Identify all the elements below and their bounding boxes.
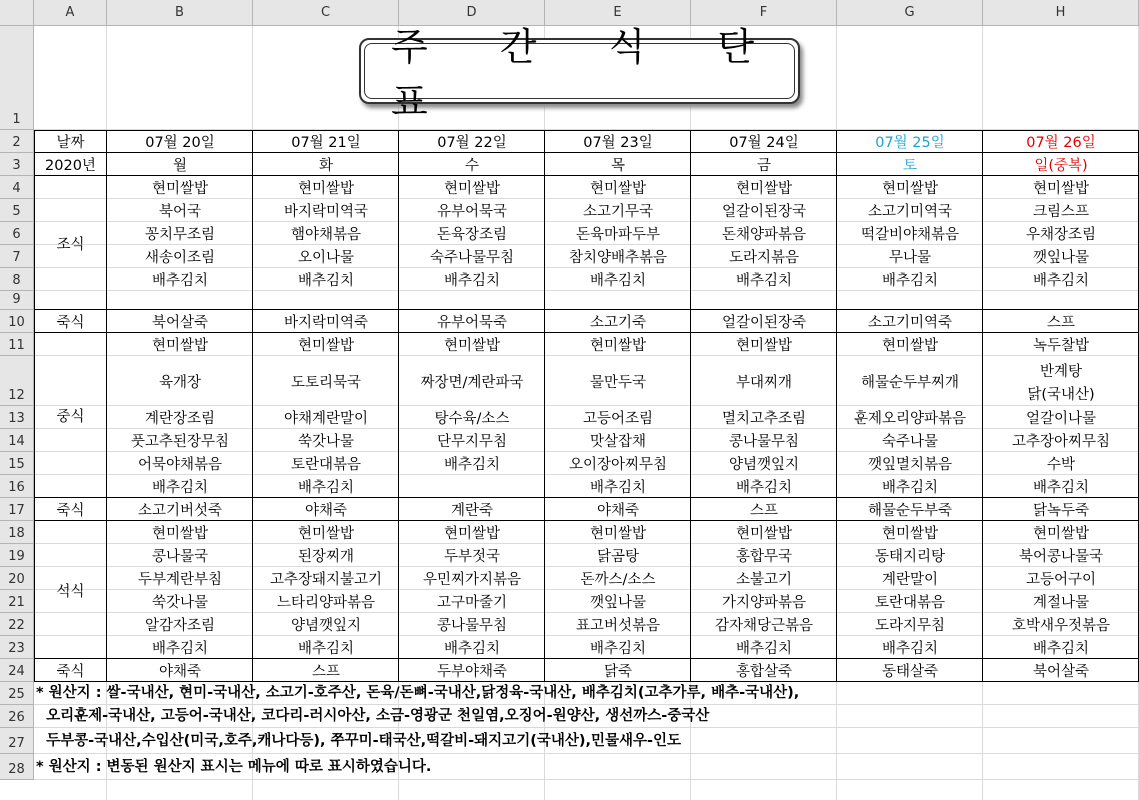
row-header-3[interactable]: 3: [0, 153, 34, 176]
cell-lunch-item[interactable]: 오이장아찌무침: [568, 457, 668, 473]
cell-porridge-label[interactable]: 죽식: [56, 503, 85, 519]
cell-porridge-item[interactable]: 북어살죽: [151, 315, 209, 331]
cell-porridge-item[interactable]: 동태살죽: [881, 664, 939, 680]
cell-porridge-item[interactable]: 스프: [1046, 315, 1075, 331]
row-header-28[interactable]: 28: [0, 754, 34, 780]
column-header-a[interactable]: A: [34, 0, 107, 26]
row-header-19[interactable]: 19: [0, 544, 34, 567]
cell-weekday[interactable]: 월: [172, 158, 187, 174]
cell-lunch-item[interactable]: 현미쌀밥: [589, 338, 647, 354]
cell-dinner-item[interactable]: 호박새우젓볶음: [1011, 618, 1111, 634]
cell-porridge-item[interactable]: 북어살죽: [1032, 664, 1090, 680]
cell-lunch-item[interactable]: 현미쌀밥: [297, 338, 355, 354]
cell-porridge-label[interactable]: 죽식: [56, 315, 85, 331]
cell-dinner-item[interactable]: 우민찌가지볶음: [422, 572, 522, 588]
cell-porridge-item[interactable]: 스프: [749, 503, 778, 519]
cell-dinner-item[interactable]: 배추김치: [151, 641, 209, 657]
cell-lunch-item[interactable]: 배추김치: [1032, 480, 1090, 496]
cell-porridge-item[interactable]: 소고기버섯죽: [137, 503, 223, 519]
cell-breakfast-item[interactable]: 북어국: [158, 204, 202, 220]
cell-breakfast-item[interactable]: 오이나물: [297, 250, 355, 266]
cell-breakfast-item[interactable]: 현미쌀밥: [735, 181, 793, 197]
cell-date[interactable]: 07월 24일: [729, 135, 799, 151]
cell-breakfast-item[interactable]: 우채장조림: [1025, 227, 1097, 243]
cell-lunch-item[interactable]: 야채계란말이: [283, 411, 369, 427]
cell-breakfast-item[interactable]: 떡갈비야채볶음: [860, 227, 960, 243]
cell-lunch-item[interactable]: 쑥갓나물: [297, 434, 355, 450]
cell-breakfast-item[interactable]: 돈채양파볶음: [721, 227, 807, 243]
cell-year-label[interactable]: 2020년: [45, 158, 96, 174]
cell-breakfast-item[interactable]: 얼갈이된장국: [721, 204, 807, 220]
cell-dinner-item[interactable]: 두부젓국: [443, 549, 501, 565]
cell-weekday[interactable]: 일(중복): [1034, 158, 1088, 174]
cell-dinner-item[interactable]: 배추김치: [735, 641, 793, 657]
column-header-d[interactable]: D: [399, 0, 545, 26]
cell-breakfast-item[interactable]: 숙주나물무침: [429, 250, 515, 266]
cell-lunch-item[interactable]: 고등어조림: [582, 411, 654, 427]
row-header-23[interactable]: 23: [0, 636, 34, 659]
cell-breakfast-item[interactable]: 현미쌀밥: [151, 181, 209, 197]
row-header-10[interactable]: 10: [0, 310, 34, 333]
cell-dinner-item[interactable]: 소불고기: [735, 572, 793, 588]
cell-breakfast-item[interactable]: 참치양배추볶음: [568, 250, 668, 266]
cell-lunch-item[interactable]: 육개장: [158, 374, 202, 391]
cell-lunch-item[interactable]: 배추김치: [151, 480, 209, 496]
cell-porridge-item[interactable]: 닭녹두죽: [1032, 503, 1090, 519]
cell-breakfast-item[interactable]: 새송이조림: [144, 250, 216, 266]
row-header-6[interactable]: 6: [0, 222, 34, 245]
cell-breakfast-item[interactable]: 돈육마파두부: [575, 227, 661, 243]
cell-lunch-item[interactable]: 숙주나물: [881, 434, 939, 450]
cell-dinner-item[interactable]: 토란대볶음: [874, 595, 946, 611]
cell-porridge-item[interactable]: 소고기미역죽: [867, 315, 953, 331]
cell-lunch-item[interactable]: 부대찌개: [735, 374, 793, 391]
cell-breakfast-item[interactable]: 현미쌀밥: [881, 181, 939, 197]
row-header-20[interactable]: 20: [0, 567, 34, 590]
cell-lunch-item[interactable]: 멸치고추조림: [721, 411, 807, 427]
cell-lunch-item[interactable]: 양념깻잎지: [728, 457, 800, 473]
cell-porridge-item[interactable]: 해물순두부죽: [867, 503, 953, 519]
cell-dinner-item[interactable]: 현미쌀밥: [881, 526, 939, 542]
cell-lunch-item[interactable]: 콩나물무침: [728, 434, 800, 450]
column-header-g[interactable]: G: [837, 0, 983, 26]
cell-lunch-item[interactable]: 물만두국: [589, 374, 647, 391]
cell-dinner-item[interactable]: 닭곰탕: [596, 549, 640, 565]
row-header-17[interactable]: 17: [0, 498, 34, 521]
cell-weekday[interactable]: 수: [464, 158, 479, 174]
cell-lunch-item[interactable]: 계란장조림: [144, 411, 216, 427]
cell-lunch-item[interactable]: 풋고추된장무침: [130, 434, 230, 450]
cell-porridge-item[interactable]: 유부어묵죽: [436, 315, 508, 331]
cell-dinner-item[interactable]: 느타리양파볶음: [276, 595, 376, 611]
cell-breakfast-item[interactable]: 현미쌀밥: [443, 181, 501, 197]
cell-dinner-item[interactable]: 홍합무국: [735, 549, 793, 565]
cell-breakfast-item[interactable]: 꽁치무조림: [144, 227, 216, 243]
cell-lunch-item[interactable]: 깻잎멸치볶음: [867, 457, 953, 473]
cell-date[interactable]: 07월 22일: [437, 135, 507, 151]
row-header-7[interactable]: 7: [0, 245, 34, 268]
cell-porridge-item[interactable]: 야채죽: [304, 503, 348, 519]
cell-dinner-item[interactable]: 계절나물: [1032, 595, 1090, 611]
row-header-4[interactable]: 4: [0, 176, 34, 199]
cell-date[interactable]: 07월 20일: [145, 135, 215, 151]
cell-date[interactable]: 07월 21일: [291, 135, 361, 151]
cell-dinner-item[interactable]: 표고버섯볶음: [575, 618, 661, 634]
cell-porridge-item[interactable]: 닭죽: [603, 664, 632, 680]
cell-lunch-item[interactable]: 배추김치: [589, 480, 647, 496]
cell-porridge-item[interactable]: 얼갈이된장죽: [721, 315, 807, 331]
cell-weekday[interactable]: 화: [318, 158, 333, 174]
cell-dinner-item[interactable]: 동태지리탕: [874, 549, 946, 565]
cell-date[interactable]: 07월 26일: [1026, 135, 1096, 151]
cell-dinner-item[interactable]: 계란말이: [881, 572, 939, 588]
cell-dinner-item[interactable]: 배추김치: [297, 641, 355, 657]
cell-breakfast-item[interactable]: 배추김치: [1032, 273, 1090, 289]
cell-breakfast-item[interactable]: [545, 291, 691, 310]
cell-lunch-item[interactable]: 탕수육/소스: [434, 411, 510, 427]
cell-dinner-item[interactable]: 현미쌀밥: [589, 526, 647, 542]
cell-dinner-item[interactable]: 고추장돼지불고기: [269, 572, 383, 588]
cell-breakfast-item[interactable]: 햄야채볶음: [290, 227, 362, 243]
cell-dinner-item[interactable]: 가지양파볶음: [721, 595, 807, 611]
cell-lunch-item[interactable]: 배추김치: [881, 480, 939, 496]
cell-breakfast-item[interactable]: 현미쌀밥: [589, 181, 647, 197]
cell-breakfast-item[interactable]: 돈육장조림: [436, 227, 508, 243]
cell-date-label[interactable]: 날짜: [56, 135, 85, 151]
cell-porridge-item[interactable]: 소고기죽: [589, 315, 647, 331]
row-header-16[interactable]: 16: [0, 475, 34, 498]
cell-lunch-item[interactable]: 현미쌀밥: [735, 338, 793, 354]
cell-lunch-item[interactable]: 얼갈이나물: [1025, 411, 1097, 427]
cell-lunch-item[interactable]: 짜장면/계란파국: [420, 374, 524, 391]
cell-breakfast-item[interactable]: 배추김치: [589, 273, 647, 289]
cell-lunch-item[interactable]: 반계탕: [1039, 364, 1083, 380]
row-header-5[interactable]: 5: [0, 199, 34, 222]
cell-dinner-item[interactable]: 도라지무침: [874, 618, 946, 634]
cell-dinner-item[interactable]: 현미쌀밥: [151, 526, 209, 542]
origin-note-2: 오리훈제-국내산, 고등어-국내산, 코다리-러시아산, 소금-영광군 천일염,오징어-원양산, 생선까스-중국산: [36, 708, 710, 724]
origin-note-4: * 원산지 : 변동된 원산지 표시는 메뉴에 따로 표시하였습니다.: [36, 759, 432, 775]
cell-breakfast-item[interactable]: 배추김치: [443, 273, 501, 289]
cell-breakfast-item[interactable]: 배추김치: [151, 273, 209, 289]
select-all-corner[interactable]: [0, 0, 34, 26]
cell-breakfast-item[interactable]: 배추김치: [297, 273, 355, 289]
cell-lunch-item[interactable]: 배추김치: [735, 480, 793, 496]
cell-breakfast-item[interactable]: [983, 291, 1139, 310]
column-header-h[interactable]: H: [983, 0, 1139, 26]
cell-dinner-item[interactable]: 배추김치: [589, 641, 647, 657]
cell-breakfast-item[interactable]: 크림스프: [1032, 204, 1090, 220]
column-header-c[interactable]: C: [253, 0, 399, 26]
cell-porridge-item[interactable]: 계란죽: [450, 503, 494, 519]
column-header-f[interactable]: F: [691, 0, 837, 26]
cell-lunch-item[interactable]: 해물순두부찌개: [860, 374, 960, 391]
page-title: 주 간 식 단 표: [391, 25, 785, 124]
title-box[interactable]: [359, 25, 800, 124]
cell-breakfast-item[interactable]: [691, 291, 837, 310]
cell-dinner-item[interactable]: 현미쌀밥: [297, 526, 355, 542]
cell-dinner-item[interactable]: 쑥갓나물: [151, 595, 209, 611]
cell-lunch-item[interactable]: 단무지무침: [436, 434, 508, 450]
cell-dinner-item[interactable]: 현미쌀밥: [1032, 526, 1090, 542]
row-header-24[interactable]: 24: [0, 659, 34, 682]
cell-dinner-item[interactable]: 배추김치: [881, 641, 939, 657]
cell-dinner-item[interactable]: 현미쌀밥: [443, 526, 501, 542]
cell-breakfast-label[interactable]: 조식: [56, 236, 85, 253]
cell-lunch-item[interactable]: [399, 475, 545, 498]
cell-porridge-label[interactable]: 죽식: [56, 664, 85, 680]
cell-dinner-item[interactable]: 돈까스/소스: [580, 572, 656, 588]
cell-lunch-item-extra: 닭(국내산): [1027, 387, 1095, 403]
cell-breakfast-item[interactable]: [399, 291, 545, 310]
row-header-21[interactable]: 21: [0, 590, 34, 613]
cell-lunch-item[interactable]: 어묵야채볶음: [137, 457, 223, 473]
cell-dinner-label[interactable]: 석식: [56, 583, 85, 600]
cell-breakfast-item[interactable]: 현미쌀밥: [1032, 181, 1090, 197]
cell-lunch-item[interactable]: 훈제오리양파볶음: [853, 411, 967, 427]
cell-weekday[interactable]: 토: [902, 158, 917, 174]
cell-porridge-item[interactable]: 야채죽: [596, 503, 640, 519]
origin-note-3: 두부콩-국내산,수입산(미국,호주,캐나다등), 쭈꾸미-태국산,떡갈비-돼지고기(국내산),민물새우-인도: [36, 733, 682, 749]
cell-lunch-item[interactable]: 현미쌀밥: [151, 338, 209, 354]
cell-lunch-item[interactable]: 고추장아찌무침: [1011, 434, 1111, 450]
cell-breakfast-item[interactable]: 배추김치: [735, 273, 793, 289]
row-header-25[interactable]: 25: [0, 682, 34, 705]
cell-weekday[interactable]: 목: [610, 158, 625, 174]
cell-lunch-item[interactable]: 녹두찰밥: [1032, 338, 1090, 354]
cell-lunch-item[interactable]: 수박: [1046, 457, 1075, 473]
cell-dinner-item[interactable]: 배추김치: [1032, 641, 1090, 657]
cell-dinner-item[interactable]: 고구마줄기: [436, 595, 508, 611]
cell-dinner-item[interactable]: 북어콩나물국: [1018, 549, 1104, 565]
cell-breakfast-item[interactable]: [837, 291, 983, 310]
cell-lunch-label[interactable]: 중식: [56, 409, 85, 425]
cell-porridge-item[interactable]: 야채죽: [158, 664, 202, 680]
row-header-27[interactable]: 27: [0, 728, 34, 754]
row-header-2[interactable]: 2: [0, 130, 34, 153]
row-header-12[interactable]: 12: [0, 356, 34, 406]
cell-lunch-item[interactable]: 현미쌀밥: [443, 338, 501, 354]
cell-dinner-item[interactable]: 콩나물무침: [436, 618, 508, 634]
cell-dinner-item[interactable]: 깻잎나물: [589, 595, 647, 611]
cell-dinner-item[interactable]: 알감자조림: [144, 618, 216, 634]
row-header-14[interactable]: 14: [0, 429, 34, 452]
cell-dinner-item[interactable]: 고등어구이: [1025, 572, 1097, 588]
cell-porridge-item[interactable]: 두부야채죽: [436, 664, 508, 680]
cell-weekday[interactable]: 금: [756, 158, 771, 174]
cell-porridge-item[interactable]: 스프: [311, 664, 340, 680]
cell-date[interactable]: 07월 25일: [875, 135, 945, 151]
cell-dinner-item[interactable]: 된장찌개: [297, 549, 355, 565]
cell-breakfast-item[interactable]: 도라지볶음: [728, 250, 800, 266]
origin-note-1: * 원산지 : 쌀-국내산, 현미-국내산, 소고기-호주산, 돈육/돈뼈-국내산,닭정육-국내산, 배추김치(고추가루, 배추-국내산),: [36, 685, 800, 701]
cell-lunch-item[interactable]: 맛살잡채: [589, 434, 647, 450]
cell-breakfast-item[interactable]: 깻잎나물: [1032, 250, 1090, 266]
cell-breakfast-item[interactable]: 바지락미역국: [283, 204, 369, 220]
row-header-22[interactable]: 22: [0, 613, 34, 636]
row-header-15[interactable]: 15: [0, 452, 34, 475]
row-header-1[interactable]: 1: [0, 26, 34, 130]
row-header-11[interactable]: 11: [0, 333, 34, 356]
cell-breakfast-item[interactable]: 현미쌀밥: [297, 181, 355, 197]
row-header-18[interactable]: 18: [0, 521, 34, 544]
cell-date[interactable]: 07월 23일: [583, 135, 653, 151]
cell-dinner-item[interactable]: 현미쌀밥: [735, 526, 793, 542]
cell-lunch-item[interactable]: 현미쌀밥: [881, 338, 939, 354]
cell-lunch-item[interactable]: 배추김치: [443, 457, 501, 473]
cell-breakfast-item[interactable]: 유부어묵국: [436, 204, 508, 220]
row-header-8[interactable]: 8: [0, 268, 34, 291]
cell-breakfast-item[interactable]: 배추김치: [881, 273, 939, 289]
cell-porridge-item[interactable]: 홍합살죽: [735, 664, 793, 680]
cell-breakfast-item[interactable]: 무나물: [888, 250, 932, 266]
cell-dinner-item[interactable]: 양념깻잎지: [290, 618, 362, 634]
cell-dinner-item[interactable]: 감자채당근볶음: [714, 618, 814, 634]
cell-breakfast-item[interactable]: [107, 291, 253, 310]
cell-dinner-item[interactable]: 두부계란부침: [137, 572, 223, 588]
cell-lunch-item[interactable]: 토란대볶음: [290, 457, 362, 473]
row-header-26[interactable]: 26: [0, 705, 34, 728]
column-header-e[interactable]: E: [545, 0, 691, 26]
column-header-b[interactable]: B: [107, 0, 253, 26]
cell-dinner-item[interactable]: 배추김치: [443, 641, 501, 657]
cell-breakfast-item[interactable]: 소고기미역국: [867, 204, 953, 220]
cell-lunch-item[interactable]: 도토리묵국: [290, 374, 362, 391]
row-header-13[interactable]: 13: [0, 406, 34, 429]
cell-breakfast-item[interactable]: [253, 291, 399, 310]
cell-porridge-item[interactable]: 바지락미역죽: [283, 315, 369, 331]
row-header-9[interactable]: 9: [0, 291, 34, 310]
cell-breakfast-item[interactable]: 소고기무국: [582, 204, 654, 220]
cell-dinner-item[interactable]: 콩나물국: [151, 549, 209, 565]
cell-lunch-item[interactable]: 배추김치: [297, 480, 355, 496]
